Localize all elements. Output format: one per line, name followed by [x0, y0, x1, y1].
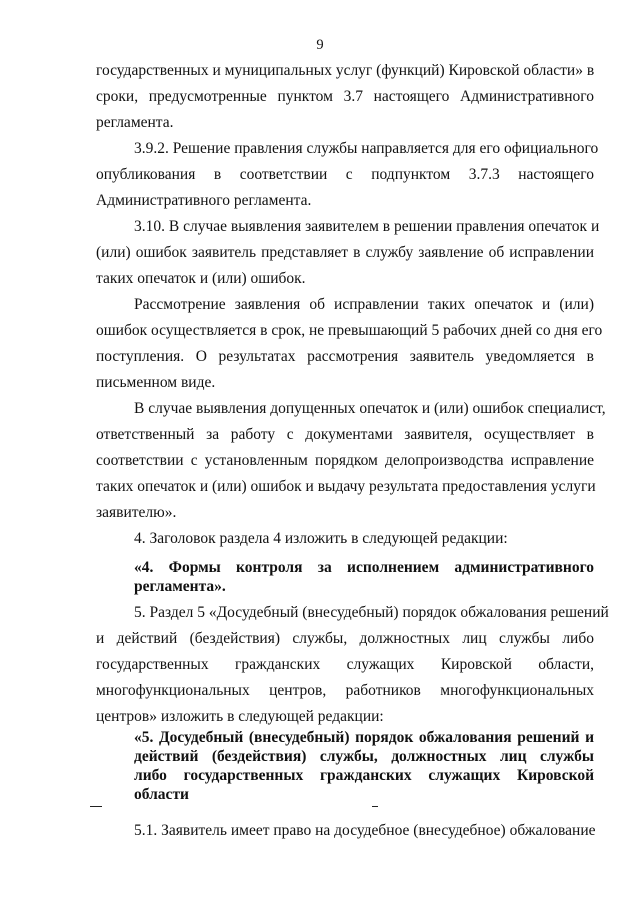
text-line: 5. Раздел 5 «Досудебный (внесудебный) порядок обжалования решений	[134, 604, 609, 621]
text-line: регламента».	[134, 578, 226, 595]
paragraph	[96, 58, 594, 136]
text-line: письменном виде.	[96, 374, 216, 391]
text-line: опубликования в соответствии с подпунктом 3.7.3 настоящего	[96, 166, 594, 183]
text-line: 3.9.2. Решение правления службы направляется для его официального	[134, 140, 599, 157]
paragraph	[96, 292, 603, 396]
text-line: государственных и муниципальных услуг (функций) Кировской области» в	[96, 62, 595, 79]
text-line: заявителю».	[96, 504, 177, 521]
paragraph	[96, 396, 606, 526]
text-line: таких опечаток и (или) ошибок.	[96, 270, 306, 287]
text-line: либо государственных гражданских служащих Кировской	[134, 767, 594, 784]
text-line: регламента.	[96, 114, 174, 131]
scan-mark	[372, 806, 378, 807]
scan-mark	[90, 806, 102, 807]
text-line: сроки, предусмотренные пунктом 3.7 настоящего Административного	[96, 88, 594, 105]
text-line: Рассмотрение заявления об исправлении таких опечаток и (или)	[134, 296, 594, 313]
text-line: действий (бездействия) службы, должностных лиц службы	[134, 748, 594, 765]
text-line: государственных гражданских служащих Кировской области,	[96, 656, 594, 673]
paragraph	[96, 136, 599, 214]
text-line: и действий (бездействия) службы, должностных лиц службы либо	[96, 630, 594, 647]
text-line: (или) ошибок заявитель представляет в службу заявление об исправлении	[96, 244, 594, 261]
section-heading	[96, 558, 594, 596]
text-line: поступления. О результатах рассмотрения заявитель уведомляется в	[96, 348, 594, 365]
text-line: Административного регламента.	[96, 192, 312, 209]
text-line: центров» изложить в следующей редакции:	[96, 708, 384, 725]
text-line: ошибок осуществляется в срок, не превышающий 5 рабочих дней со дня его	[96, 322, 603, 339]
text-line: В случае выявления допущенных опечаток и (или) ошибок специалист,	[134, 400, 606, 417]
text-line: 5.1. Заявитель имеет право на досудебное (внесудебное) обжалование	[134, 822, 596, 839]
text-line: соответствии с установленным порядком делопроизводства исправление	[96, 452, 594, 469]
text-line: ответственный за работу с документами заявителя, осуществляет в	[96, 426, 594, 443]
section-heading	[134, 728, 594, 804]
text-line: 4. Заголовок раздела 4 изложить в следующей редакции:	[134, 530, 508, 547]
paragraph	[96, 818, 594, 844]
text-line: таких опечаток и (или) ошибок и выдачу результата предоставления услуги	[96, 478, 596, 495]
page-number: 9	[316, 37, 324, 53]
paragraph	[96, 600, 609, 730]
text-line: «4. Формы контроля за исполнением административного	[134, 559, 594, 576]
paragraph	[96, 526, 594, 552]
text-line: «5. Досудебный (внесудебный) порядок обжалования решений и	[134, 729, 594, 746]
paragraph	[96, 214, 600, 292]
text-line: 3.10. В случае выявления заявителем в решении правления опечаток и	[134, 218, 600, 235]
text-line: области	[134, 786, 189, 803]
text-line: многофункциональных центров, работников многофункциональных	[96, 682, 594, 699]
